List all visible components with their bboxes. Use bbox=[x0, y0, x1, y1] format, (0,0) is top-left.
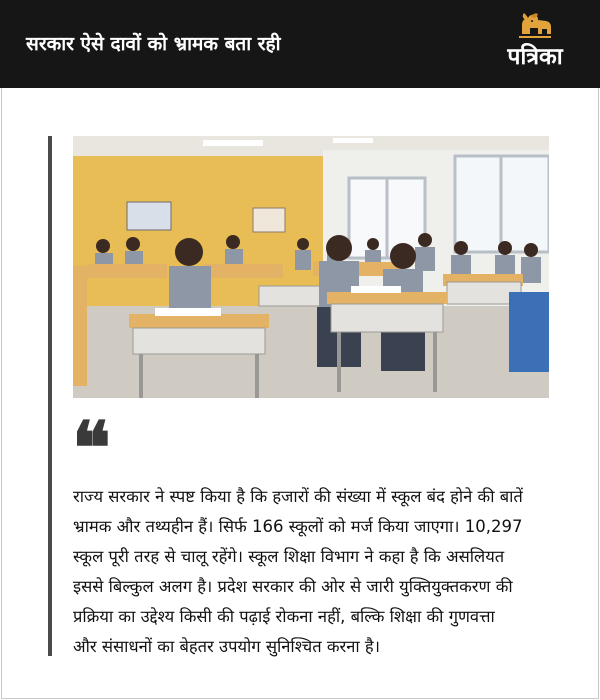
quote-mark-icon: ❝ bbox=[72, 405, 111, 490]
quote-line: प्रक्रिया का उद्देश्य किसी की पढ़ाई रोकना नहीं, बल्कि शिक्षा की गुणवत्ता bbox=[73, 607, 495, 626]
classroom-illustration bbox=[73, 136, 549, 398]
patrika-logo[interactable] bbox=[492, 12, 578, 78]
headline: सरकार ऐसे दावों को भ्रामक बता रही bbox=[26, 33, 281, 55]
lion-icon bbox=[516, 12, 554, 40]
quote-line: और संसाधनों का बेहतर उपयोग सुनिश्चित करना है। bbox=[73, 637, 380, 656]
quote-line: स्कूल पूरी तरह से चालू रहेंगे। स्कूल शिक्षा विभाग ने कहा है कि असलियत bbox=[73, 547, 505, 566]
quote-line: भ्रामक और तथ्यहीन हैं। सिर्फ 166 स्कूलों को मर्ज किया जाएगा। 10,297 bbox=[73, 517, 523, 536]
quote-line: राज्य सरकार ने स्पष्ट किया है कि हजारों की संख्या में स्कूल बंद होने की बातें bbox=[73, 487, 523, 506]
classroom-photo bbox=[73, 136, 549, 398]
quote-body bbox=[73, 482, 585, 662]
quote-line: इससे बिल्कुल अलग है। प्रदेश सरकार की ओर से जारी युक्तियुक्तकरण की bbox=[73, 577, 513, 596]
header-bar bbox=[0, 0, 600, 88]
quote-accent-bar bbox=[48, 136, 52, 656]
brand-name: पत्रिका bbox=[507, 44, 563, 70]
